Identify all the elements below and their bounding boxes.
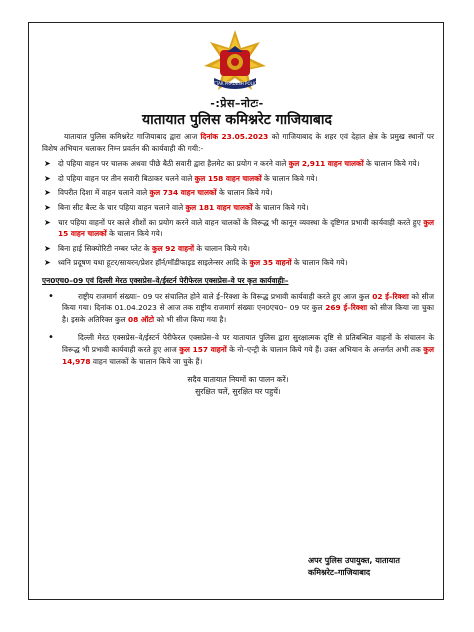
- list-item: ➤ बिना हाई सिक्योरिटी नम्बर प्लेट के कुल 92 वाहनों के चालान किये गये।: [44, 243, 250, 253]
- arrow-bullet-icon: ➤: [44, 243, 51, 253]
- list-item: • राष्ट्रीय राजमार्ग संख्याः– 09 पर संचालित होने वाले ई–रिक्शा के विरूद्ध प्रभावी कार्यवाही करते हुए आज कुल 02 ई–रिक्शा को सीज किया गया। दिनांक 01.04.2023 से आज तक राष्ट्रीय राजमार्ग संख्याः एन0एच0– 09 पर कुल 269 ई–रिक्शा को सीज किया जा चुका है। इसके अतिरिक्त कुल 08 ऑटो को भी सीज किया गया है।: [48, 290, 435, 324]
- svg-text:UTTAR PRADESH POLICE: UTTAR PRADESH POLICE: [210, 81, 260, 86]
- list-item: • दिल्ली मेरठ एक्सप्रेस–वे/ईस्टर्न पेरीफेरल एक्सप्रेस–वे पर यातायात पुलिस द्वारा सुरक्षात्मक दृष्टि से प्रतिबन्धित वाहनों के संचालन के विरूद्ध भी प्रभावी कार्यवाही करते हुए आज कुल 157 वाहनों के नो–एन्ट्री के चालान किये गये हैं। उक्त अभियान के अन्तर्गत अभी तक कुल 14,978 वाहन चालकों के चालान किये जा चुके हैं।: [48, 332, 434, 366]
- signature-block: अपर पुलिस उपायुक्त, यातायात कमिश्नरेट–गाजियाबाद: [308, 556, 400, 577]
- date-highlight: दिनांक 23.05.2023: [200, 132, 269, 141]
- arrow-bullet-icon: ➤: [44, 202, 51, 212]
- enforcement-list: [42, 158, 434, 269]
- page-title: यातायात पुलिस कमिश्नरेट गाजियाबाद: [142, 112, 332, 128]
- list-item: ➤ दो पहिया वाहन पर चालक अथवा पीछे बैठी सवारी द्वारा हैलमेट का प्रयोग न करने वाले कुल 2,911 वाहन चालकों के चालान किये गये।: [44, 159, 420, 169]
- arrow-bullet-icon: ➤: [44, 188, 51, 198]
- arrow-bullet-icon: ➤: [44, 159, 51, 169]
- list-item: ➤ बिना सीट बैल्ट के चार पहिया वाहन चलाने वाले कुल 181 वाहन चालकों के चालान किये गये।: [44, 202, 309, 212]
- list-item: ➤ ध्वनि प्रदूषण यथा हूटर/सायरन/प्रेशर हॉर्न/मॉडीफाइड साइलेन्सर आदि के कुल 35 वाहनों के चालान किये गये।: [44, 258, 348, 268]
- expressway-action-list: [42, 291, 434, 368]
- intro-paragraph: यातायात पुलिस कमिश्नरेट गाजियाबाद द्वारा आज दिनांक 23.05.2023 को गाजियाबाद के शहर एवं देहात क्षेत्र के प्रमुख स्थानों पर विशेष अभियान चलाकर निम्न प्रवर्तन की कार्यवाही की गयी:-: [42, 132, 434, 153]
- arrow-bullet-icon: ➤: [44, 258, 51, 268]
- arrow-bullet-icon: ➤: [44, 173, 51, 183]
- document-body: [42, 131, 434, 398]
- list-item: ➤ दो पहिया वाहन पर तीन सवारी बिठाकर चलने वाले कुल 158 वाहन चालकों के चालान किये गये।: [44, 173, 318, 183]
- section-heading: एन0एच0–09 एवं दिल्ली मेरठ एक्सप्रेस–वे/ईस्टर्न पेरीफेरल एक्सप्रेस–वे पर कृत कार्यवाहीः–: [42, 275, 289, 285]
- list-item: ➤ विपरीत दिशा में वाहन चलाने वाले कुल 734 वाहन चालकों के चालान किये गये।: [44, 188, 273, 198]
- closing-message: सदैव यातायात नियमों का पालन करें। सुरक्षित चलें, सुरक्षित घर पहुचें।: [187, 375, 289, 397]
- bullet-dot-icon: •: [48, 332, 54, 344]
- list-item: ➤ चार पहिया वाहनों पर काले शीशों का प्रयोग करने वाले वाहन चालकों के विरूद्ध भी कानून व्यवस्था के दृष्टिगत प्रभावी कार्यवाही करते हुए कुल 15 वाहन चालकों के चालान किये गये।: [44, 217, 434, 239]
- up-police-emblem-icon: [200, 28, 270, 98]
- bullet-dot-icon: •: [48, 290, 54, 302]
- arrow-bullet-icon: ➤: [44, 217, 51, 227]
- press-note-label: -:प्रेस–नोटः-: [210, 97, 264, 110]
